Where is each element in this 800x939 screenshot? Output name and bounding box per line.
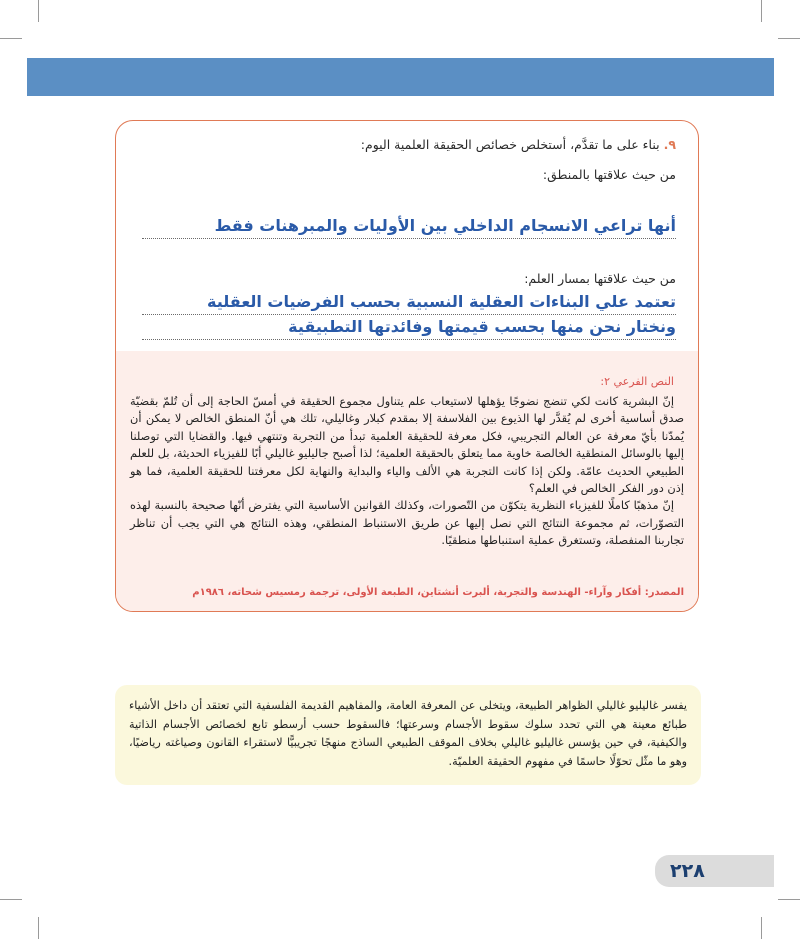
supplementary-text-title: النص الفرعي ٢:	[600, 375, 674, 388]
source-citation: المصدر: أفكار وآراء- الهندسة والتجربة، ألبرت أنشتاين، الطبعة الأولى، ترجمة رمسيس شحاته، ١٩٨٦م	[192, 587, 684, 598]
note-text: يفسر غاليليو غاليلي الظواهر الطبيعة، ويتخلى عن المعرفة العامة، والمفاهيم القديمة الفلسفية التي تعتقد أن داخل الأشياء طبائع معينة هي التي تحدد سلوك سقوط الأجسام وسرعتها؛ فالسقوط حسب أرسطو تابع لخصائص الأجسام الذاتية والكيفية، في حين يؤسس غاليليو غاليلي بخلاف الموقف الطبيعي الساذج منهجًا تجريبيًّا لاستقراء القانون وصياغته رياضيًا، وهو ما مثّل تحوّلًا حاسمًا في مفهوم الحقيقة العلميّة.	[129, 699, 687, 768]
aspect2-answer-line2: ونختار نحن منها بحسب قيمتها وفائدتها التطبيقية	[142, 317, 676, 340]
aspect2-label: من حيث علاقتها بمسار العلم:	[524, 271, 676, 286]
page-number: ٢٢٨	[670, 860, 705, 882]
crop-mark-bottom-left-v	[38, 917, 39, 939]
crop-mark-top-right-h	[778, 38, 800, 39]
crop-mark-bottom-right-h	[778, 899, 800, 900]
question-area	[116, 121, 698, 351]
crop-mark-top-left-v	[38, 0, 39, 22]
crop-mark-bottom-left-h	[0, 899, 22, 900]
header-band	[27, 58, 774, 96]
supplementary-paragraph-2: إنّ مذهبًا كاملًا للفيزياء النظرية يتكوّن من التّصورات، وكذلك القوانين الأساسية التي يفترض أنّها صحيحة بالنسبة لهذه التصوّرات، ثم مجموعة النتائج التي نصل إليها عن طريق الاستنباط المنطقي، وهذه النتائج هي التي يجب أن تناظر تجاربنا المنفصلة، وتستغرق عملية استنباطها منطقيًا.	[130, 498, 684, 548]
aspect2-answer-line1: تعتمد علي البناءات العقلية النسبية بحسب الفرضيات العقلية	[142, 292, 676, 315]
supplementary-text-body	[130, 393, 684, 550]
supplementary-text-panel	[116, 351, 698, 611]
aspect1-label: من حيث علاقتها بالمنطق:	[542, 167, 676, 182]
supplementary-paragraph-1: إنّ البشرية كانت لكي تنضج نضوجًا يؤهلها لاستيعاب علم يتناول مجموع الحقيقة في أمسّ الحاجة إلى أن تُلمّ بقضيّة صدق أساسية أخرى لم يُقدَّر لها الذيوع بين الفلاسفة إلا بمقدم كبلار وغاليلي، تلك هي أنّ المنطق الخالص لا يمكن أن يُمدّنا بأيّ معرفة عن العالم التجريبي، فكل معرفة للحقيقة العلمية تبدأ من التجربة وتنتهي فيها. والقضايا التي توصلنا إليها بالوسائل المنطقية الخالصة خاوية مما يتعلق بالحقيقة العلمية؛ لذا أصبح جاليليو غاليلي أبًا للفيزياء الحديثة، بل للعلم الطبيعي الحديث عامّة. ولكن إذا كانت التجربة هي الألف والياء والبداية والنهاية لكل معرفتنا للحقيقة العلمية، فما هو إذن دور الفكر الخالص في العلم؟	[130, 394, 684, 496]
aspect1-answer: أنها تراعي الانسجام الداخلي بين الأوليات والمبرهنات فقط	[142, 216, 676, 239]
crop-mark-top-right-v	[761, 0, 762, 22]
exercise-box	[115, 120, 699, 612]
question-prompt: بناء على ما تقدَّم، أستخلص خصائص الحقيقة العلمية اليوم:	[360, 137, 660, 152]
crop-mark-top-left-h	[0, 38, 22, 39]
question-number: ٩.	[663, 137, 676, 152]
note-box	[115, 685, 701, 785]
crop-mark-bottom-right-v	[761, 917, 762, 939]
question-prompt-line	[361, 137, 676, 152]
